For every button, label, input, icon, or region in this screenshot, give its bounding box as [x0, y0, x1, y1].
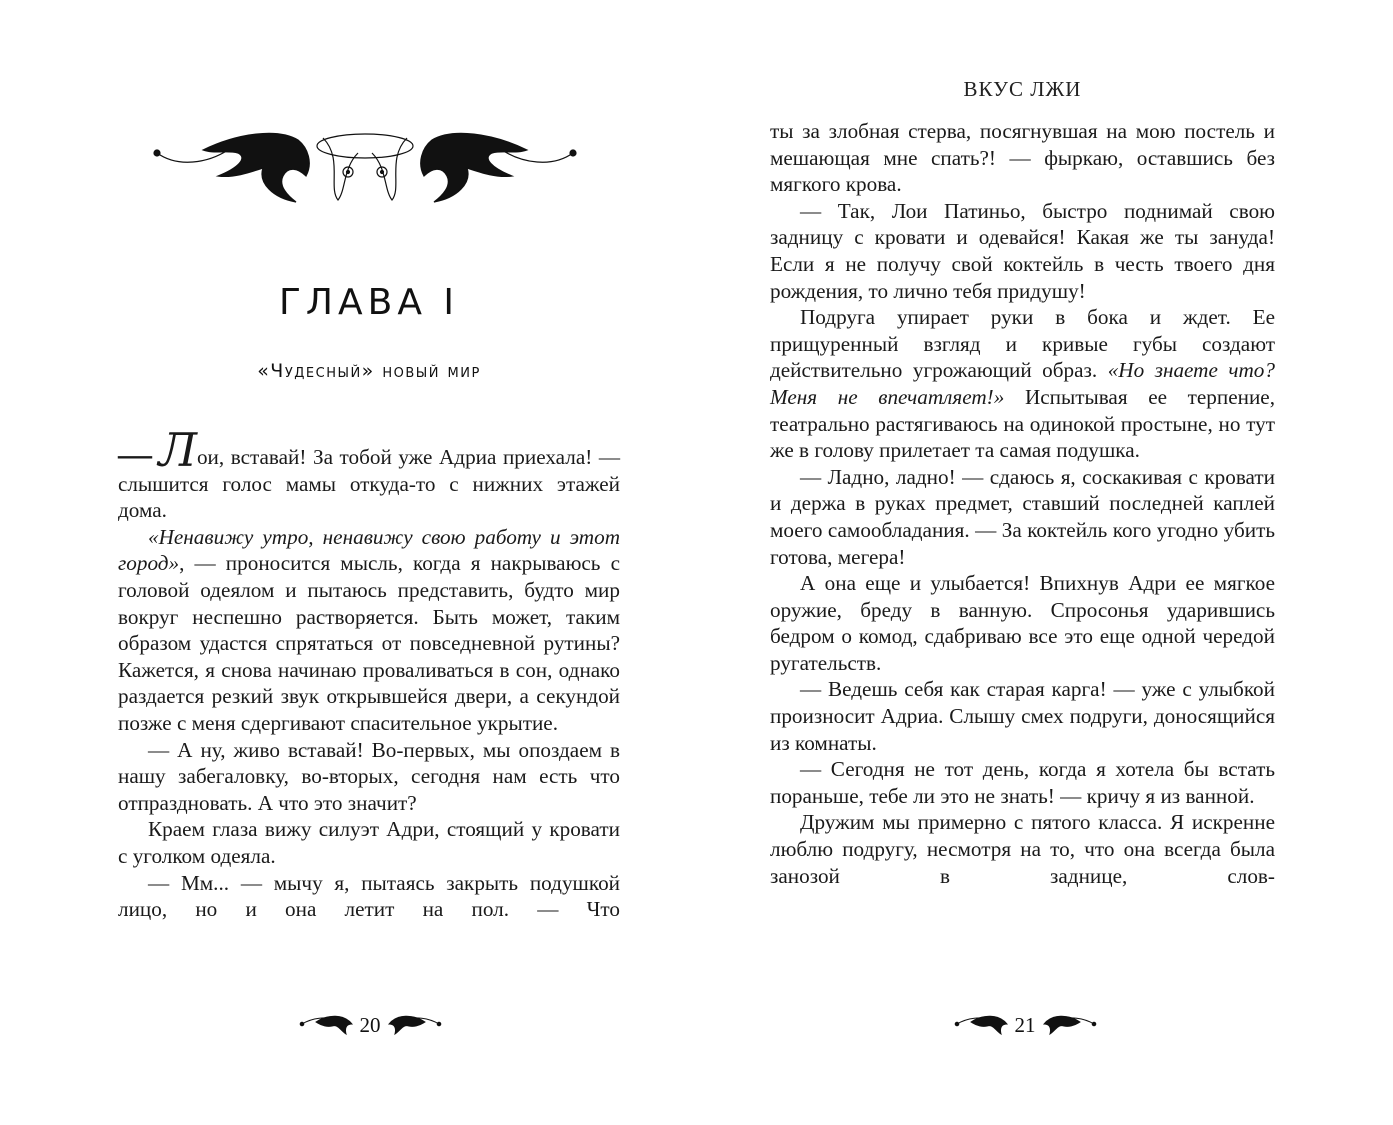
paragraph-text: , — проносится мысль, когда я накрываюсь с головой одеялом и пытаюсь представить, будто мир вокруг неспешно растворяется. Быть может, таким образом удастся спрятаться от повседневной рутины? Кажется, я снова начинаю проваливаться в сон, однако раздается резкий звук открывшейся двери, а секундой позже с меня сдергивают спасительное укрытие.: [118, 551, 620, 735]
opening-paragraph: [118, 423, 621, 524]
page-number: 21: [1014, 1012, 1036, 1037]
folio-ornament-right-icon: [1040, 1010, 1098, 1040]
running-head: ВКУС ЛЖИ: [963, 77, 1082, 101]
paragraph: — Ладно, ладно! — сдаюсь я, соскакивая с кровати и держа в руках предмет, ставший последней каплей моего самообладания. — За коктейль кого угодно убить готова, мегера!: [770, 464, 1275, 569]
drop-dash: —: [118, 436, 152, 473]
paragraph: — Сегодня не тот день, когда я хотела бы встать пораньше, тебе ли это не знать! — кричу я из ванной.: [770, 757, 1275, 808]
folio-ornament-left-icon: [953, 1010, 1011, 1040]
paragraph: — Так, Лои Патиньо, быстро поднимай свою задницу с кровати и одевайся! Какая же ты зануда! Если я не получу свой коктейль в честь твоего дня рождения, то лично тебя придушу!: [770, 198, 1275, 303]
flourish-ornament-icon: [148, 128, 582, 208]
folio-ornament-left-icon: [298, 1010, 356, 1040]
paragraph: Дружим мы примерно с пятого класса. Я искренне люблю подругу, несмотря на то, что она всегда была занозой в заднице, слов-: [770, 810, 1275, 888]
folio-ornament-right-icon: [385, 1010, 443, 1040]
paragraph: [770, 304, 1275, 464]
left-page-body: [118, 423, 621, 923]
chapter-subtitle: «Чудесный» новый мир: [257, 360, 481, 382]
paragraph-text: Подруга упирает руки в бока и ждет. Ее прищуренный взгляд и кривые губы создают действительно угрожающий образ.: [770, 305, 1275, 383]
page-number: 20: [359, 1012, 381, 1037]
paragraph-text: ои, вставай! За тобой уже Адриа приехала! — слышится голос мамы откуда-то с нижних этажей дома.: [118, 445, 621, 523]
italic-thought: «Ненавижу утро, ненавижу свою работу и этот город»: [118, 524, 620, 576]
right-page-body: [770, 118, 1275, 889]
paragraph-text: Испытывая ее терпение, театрально растягиваюсь на одинокой простыне, но тут же в голову прилетает та самая подушка.: [770, 384, 1275, 463]
paragraph: Краем глаза вижу силуэт Адри, стоящий у кровати с уголком одеяла.: [118, 817, 620, 868]
italic-thought: «Но знаете что? Меня не впечатляет!»: [770, 358, 1275, 409]
chapter-title: ГЛАВА I: [278, 282, 460, 323]
paragraph: — Мм... — мычу я, пытаясь закрыть подушкой лицо, но и она летит на пол. — Что: [118, 870, 620, 922]
drop-cap: Л: [158, 423, 197, 477]
page-number-footer: [290, 1008, 450, 1042]
paragraph: [118, 524, 620, 737]
left-page: [0, 0, 696, 1125]
paragraph: ты за злобная стерва, посягнувшая на мою постель и мешающая мне спать?! — фыркаю, оставшись без мягкого крова.: [770, 119, 1275, 197]
paragraph: А она еще и улыбается! Впихнув Адри ее мягкое оружие, бреду в ванную. Спросонья ударившись бедром о комод, сдабриваю все это еще одной чередой ругательств.: [770, 571, 1275, 675]
paragraph: — Ведешь себя как старая карга! — уже с улыбкой произносит Адриа. Слышу смех подруги, доносящийся из комнаты.: [770, 677, 1275, 755]
paragraph: — А ну, живо вставай! Во-первых, мы опоздаем в нашу забегаловку, во-вторых, сегодня нам есть что отпраздновать. А что это значит?: [118, 737, 620, 815]
page-number-footer: [945, 1008, 1105, 1042]
